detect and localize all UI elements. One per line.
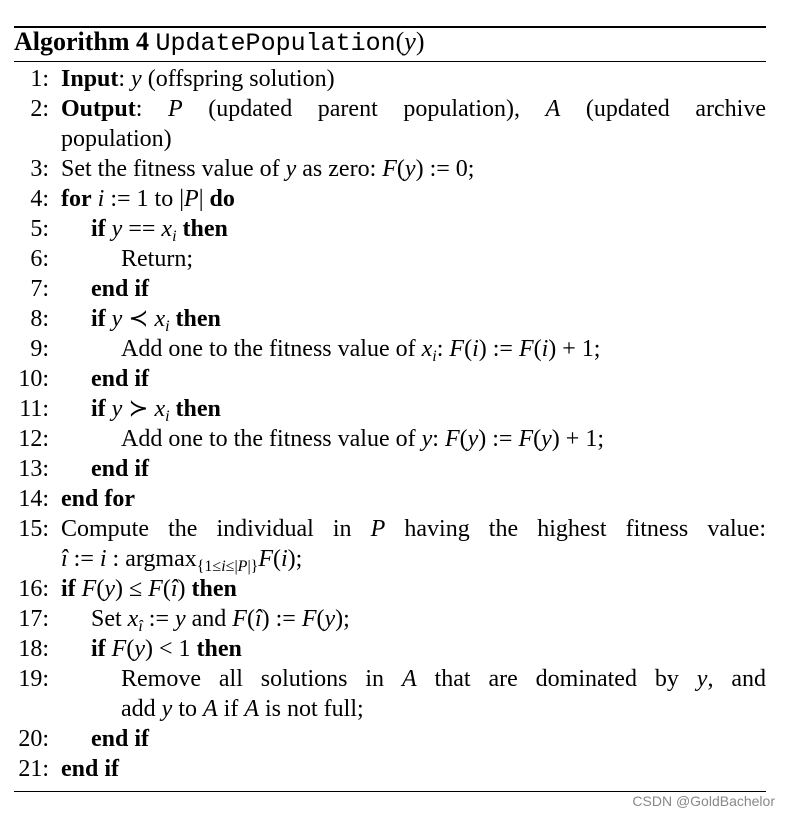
math-symbol: i <box>97 186 105 212</box>
math-symbol: i <box>172 228 177 245</box>
line-text <box>91 274 149 304</box>
keyword: if <box>91 396 106 422</box>
text-segment: ); <box>335 606 350 632</box>
keyword: end if <box>91 366 150 392</box>
line-number: 14: <box>18 486 49 512</box>
text-segment: is not full; <box>259 696 364 722</box>
keyword: then <box>175 396 221 422</box>
line-number: 19: <box>18 666 49 692</box>
algorithm-line <box>0 424 789 454</box>
text-segment: Add one to the fitness value of <box>121 336 422 362</box>
math-symbol: y <box>131 66 142 92</box>
keyword: then <box>196 636 242 662</box>
keyword: end if <box>91 726 150 752</box>
line-number: 21: <box>18 756 49 782</box>
line-text <box>61 574 237 604</box>
text-segment: ( <box>126 636 135 662</box>
math-symbol: A <box>244 696 259 722</box>
line-text <box>91 724 149 754</box>
text-segment: ( <box>246 606 255 632</box>
algorithm-line <box>0 574 789 604</box>
line-number: 16: <box>18 576 49 602</box>
math-symbol: F <box>148 576 163 602</box>
text-segment: add <box>121 696 162 722</box>
text-segment: ( <box>533 426 542 452</box>
math-symbol: F <box>111 636 127 662</box>
text-segment: | <box>198 186 210 212</box>
text-segment: := <box>67 546 100 572</box>
text-segment: (updated archive <box>560 96 766 122</box>
math-symbol: F <box>81 576 97 602</box>
math-symbol: x <box>127 606 139 632</box>
line-text <box>61 154 474 184</box>
math-symbol: y <box>324 606 336 632</box>
text-segment: Compute the individual in <box>61 516 371 542</box>
math-symbol: y <box>111 396 123 422</box>
text-segment: ( <box>396 156 405 182</box>
math-symbol: î <box>138 618 143 635</box>
keyword: if <box>61 576 76 602</box>
math-symbol: F <box>449 336 465 362</box>
text-segment: ) := 0; <box>415 156 475 182</box>
line-number: 2: <box>30 96 49 122</box>
algorithm-line <box>0 124 789 154</box>
math-symbol: y <box>696 666 708 692</box>
function-name: UpdatePopulation <box>155 29 396 58</box>
math-symbol: i <box>99 546 107 572</box>
text-segment: ≻ <box>122 396 155 422</box>
math-symbol: {1≤ <box>196 558 222 575</box>
math-symbol: i <box>165 408 170 425</box>
text-segment: Set the fitness value of <box>61 156 286 182</box>
text-segment: : <box>436 336 450 362</box>
text-segment: ( <box>464 336 473 362</box>
algorithm-line <box>0 514 789 544</box>
line-text <box>121 244 193 274</box>
text-segment: ) := <box>478 426 519 452</box>
math-symbol: P <box>184 186 199 212</box>
text-segment: ( <box>162 576 171 602</box>
math-symbol: F <box>518 336 534 362</box>
function-arg: y <box>404 27 416 56</box>
text-segment: ≺ <box>122 306 155 332</box>
math-symbol: F <box>518 426 534 452</box>
line-number: 18: <box>18 636 49 662</box>
line-number: 6: <box>30 246 49 272</box>
text-segment: : <box>135 96 168 122</box>
line-number: 9: <box>30 336 49 362</box>
math-symbol: i <box>221 558 226 575</box>
math-symbol: y <box>111 306 123 332</box>
line-text <box>61 754 119 784</box>
text-segment: ( <box>273 546 281 572</box>
math-symbol: F <box>382 156 397 182</box>
text-segment: population) <box>61 126 172 152</box>
line-text <box>91 304 221 334</box>
math-symbol: i <box>472 336 479 362</box>
text-segment: ) < 1 <box>145 636 197 662</box>
title-rule <box>14 61 766 62</box>
line-number: 7: <box>30 276 49 302</box>
keyword: do <box>209 186 235 212</box>
math-symbol: x <box>161 216 173 242</box>
math-symbol: F <box>258 546 273 572</box>
math-symbol: i <box>281 546 288 572</box>
math-symbol: A <box>401 666 417 692</box>
text-segment: and <box>185 606 233 632</box>
line-number: 10: <box>18 366 49 392</box>
line-text <box>121 424 604 454</box>
line-number: 4: <box>30 186 49 212</box>
text-segment: : argmax <box>106 546 197 572</box>
algorithm-line <box>0 94 789 124</box>
text-segment: ) + 1; <box>548 336 601 362</box>
algorithm-line <box>0 184 789 214</box>
line-text <box>91 634 242 664</box>
math-symbol: î <box>254 606 262 632</box>
text-segment: := <box>142 606 175 632</box>
line-text <box>61 484 135 514</box>
text-segment: ) := <box>261 606 302 632</box>
text-segment: : <box>432 426 445 452</box>
line-text <box>91 364 149 394</box>
line-number: 5: <box>30 216 49 242</box>
math-symbol: F <box>232 606 247 632</box>
text-segment: having the highest fitness value: <box>385 516 766 542</box>
algorithm-line <box>0 394 789 424</box>
line-text <box>121 334 600 364</box>
text-segment: if <box>217 696 245 722</box>
keyword: end if <box>91 276 150 302</box>
paren-close: ) <box>415 27 425 56</box>
line-number: 13: <box>18 456 49 482</box>
keyword: Output <box>61 96 136 122</box>
keyword: then <box>175 306 221 332</box>
math-symbol: ≤| <box>225 558 238 575</box>
algorithm-line <box>0 544 789 574</box>
math-symbol: F <box>301 606 317 632</box>
watermark: CSDN @GoldBachelor <box>632 793 775 809</box>
math-symbol: F <box>444 426 460 452</box>
line-number: 12: <box>18 426 49 452</box>
math-symbol: |} <box>247 558 259 575</box>
math-symbol: y <box>285 156 297 182</box>
line-text <box>61 184 235 214</box>
text-segment: == <box>122 216 162 242</box>
text-segment: := 1 to | <box>104 186 185 212</box>
algorithm-line <box>0 664 789 694</box>
algorithm-line <box>0 454 789 484</box>
math-symbol: y <box>134 636 145 662</box>
math-symbol: y <box>111 216 123 242</box>
keyword: if <box>91 306 106 332</box>
text-segment: ) <box>177 576 192 602</box>
line-text <box>121 664 766 694</box>
line-number: 3: <box>30 156 49 182</box>
line-number: 1: <box>30 66 49 92</box>
line-text <box>91 454 149 484</box>
algorithm-label: Algorithm 4 <box>14 27 150 56</box>
text-segment: Set <box>91 606 128 632</box>
keyword: Input <box>61 66 119 92</box>
math-symbol: P <box>167 96 183 122</box>
text-segment: (offspring solution) <box>141 66 335 92</box>
keyword: then <box>182 216 228 242</box>
text-segment: Add one to the fitness value of <box>121 426 422 452</box>
keyword: then <box>191 576 237 602</box>
algorithm-line <box>0 724 789 754</box>
line-text <box>91 604 350 634</box>
math-symbol: i <box>541 336 549 362</box>
algorithm-line <box>0 154 789 184</box>
text-segment: ) := <box>478 336 519 362</box>
bottom-rule <box>14 791 766 792</box>
line-text <box>61 514 766 544</box>
math-symbol: y <box>104 576 115 602</box>
algorithm-line <box>0 634 789 664</box>
keyword: if <box>91 636 106 662</box>
math-symbol: A <box>545 96 561 122</box>
math-symbol: x <box>154 396 166 422</box>
math-symbol: y <box>161 696 173 722</box>
text-segment: ( <box>459 426 468 452</box>
math-symbol: P <box>370 516 386 542</box>
line-text <box>61 94 766 124</box>
algorithm-line <box>0 604 789 634</box>
text-segment: , and <box>707 666 766 692</box>
math-symbol: i <box>165 318 170 335</box>
text-segment: Return; <box>121 246 193 272</box>
algorithm-title <box>14 24 424 60</box>
math-symbol: A <box>202 696 218 722</box>
line-number: 15: <box>18 516 49 542</box>
math-symbol: x <box>421 336 433 362</box>
keyword: if <box>91 216 106 242</box>
line-text <box>61 64 335 94</box>
math-symbol: y <box>467 426 479 452</box>
text-segment: ) ≤ <box>115 576 149 602</box>
text-segment: that are dominated by <box>416 666 697 692</box>
text-segment: ( <box>533 336 542 362</box>
line-number: 11: <box>19 396 49 422</box>
algorithm-body <box>0 64 789 784</box>
algorithm-line <box>0 214 789 244</box>
line-text <box>121 694 364 724</box>
text-segment: ( <box>96 576 105 602</box>
math-symbol: î <box>170 576 178 602</box>
text-segment: ); <box>287 546 303 572</box>
math-symbol: x <box>154 306 166 332</box>
line-text <box>91 214 228 244</box>
math-symbol: y <box>541 426 552 452</box>
math-symbol: î <box>61 546 68 572</box>
algorithm-line <box>0 244 789 274</box>
algorithm-line <box>0 334 789 364</box>
math-symbol: y <box>421 426 433 452</box>
text-segment: : <box>118 66 132 92</box>
keyword: end if <box>61 756 120 782</box>
keyword: for <box>61 186 92 212</box>
text-segment: as zero: <box>296 156 383 182</box>
text-segment: (updated parent population), <box>182 96 546 122</box>
math-symbol: i <box>432 348 437 365</box>
algorithm-line <box>0 694 789 724</box>
line-number: 20: <box>18 726 49 752</box>
algorithm-line <box>0 274 789 304</box>
paren-open: ( <box>395 27 405 56</box>
algorithm-line <box>0 64 789 94</box>
line-text <box>61 124 172 154</box>
text-segment: Remove all solutions in <box>121 666 402 692</box>
math-symbol: y <box>174 606 186 632</box>
algorithm-line <box>0 484 789 514</box>
keyword: end if <box>91 456 150 482</box>
line-number: 17: <box>18 606 49 632</box>
algorithm-line <box>0 364 789 394</box>
text-segment: ( <box>316 606 325 632</box>
text-segment: ) + 1; <box>551 426 604 452</box>
line-text <box>61 544 302 574</box>
line-number: 8: <box>30 306 49 332</box>
algorithm-line <box>0 754 789 784</box>
line-text <box>91 394 221 424</box>
algorithm-line <box>0 304 789 334</box>
text-segment: to <box>172 696 203 722</box>
math-symbol: P <box>237 558 248 575</box>
math-symbol: y <box>404 156 416 182</box>
keyword: end for <box>61 486 135 512</box>
